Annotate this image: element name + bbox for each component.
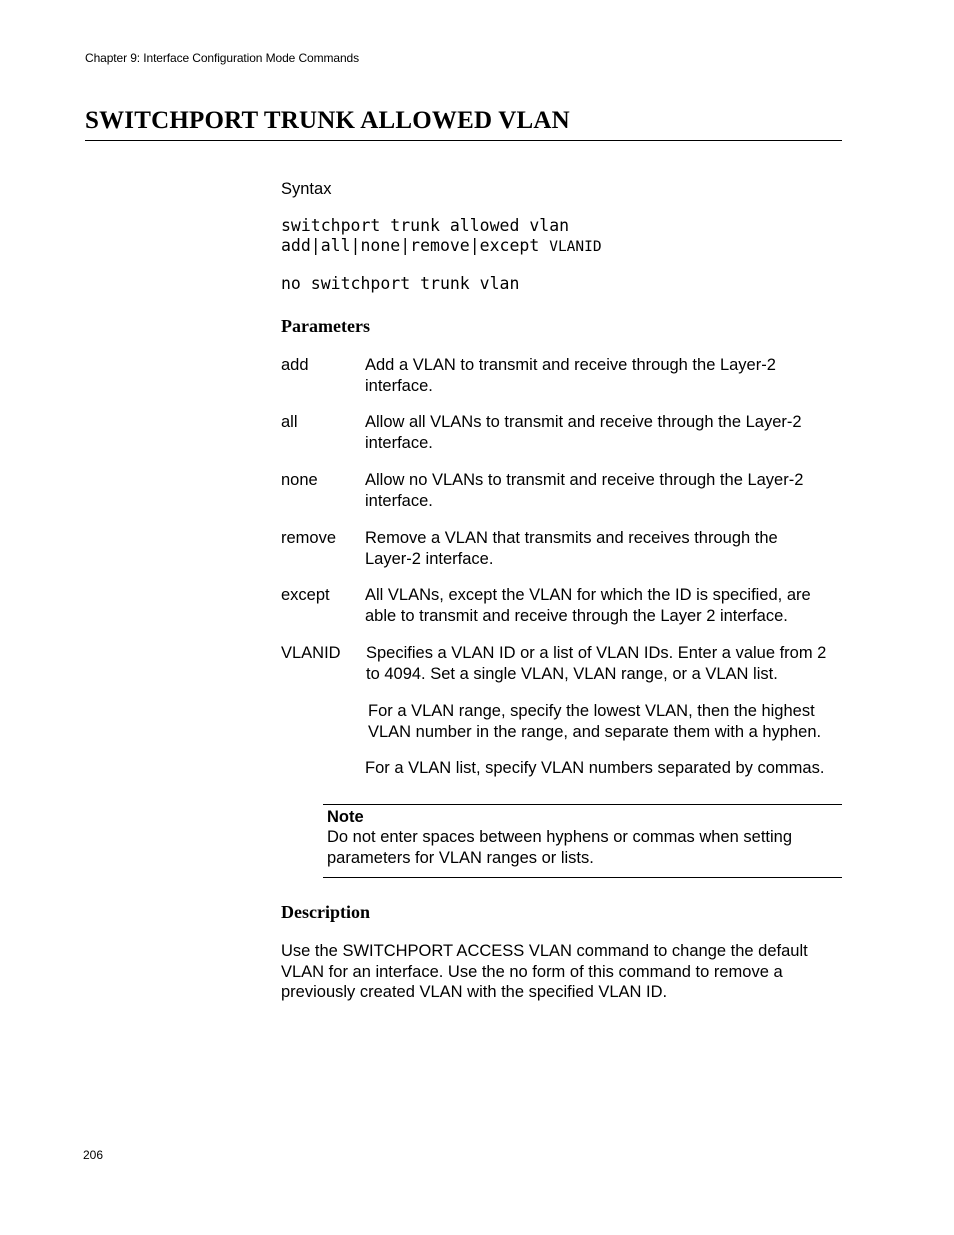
param-desc-remove [365, 528, 845, 569]
param-name-except: except [281, 586, 330, 604]
syntax-heading: Syntax [281, 180, 332, 198]
param-desc-line: Add a VLAN to transmit and receive through the Layer-2 [365, 356, 776, 374]
syntax-options: add|all|none|remove|except [281, 236, 540, 255]
param-desc-none [365, 470, 845, 511]
note-text [327, 827, 842, 868]
param-desc-line: able to transmit and receive through the Layer 2 interface. [365, 606, 788, 625]
page-number: 206 [83, 1148, 104, 1162]
description-line: Use the SWITCHPORT ACCESS VLAN command to change the default [281, 942, 808, 960]
param-desc-except [365, 585, 845, 626]
param-desc-vlanid [366, 643, 846, 684]
param-desc-vlanid-list: For a VLAN list, specify VLAN numbers separated by commas. [365, 759, 825, 777]
note-label: Note [327, 808, 364, 826]
param-desc-add [365, 355, 845, 396]
description-line: VLAN for an interface. Use the no form of this command to remove a [281, 962, 783, 981]
title-rule [85, 140, 842, 141]
param-desc-line: VLAN number in the range, and separate them with a hyphen. [368, 722, 822, 741]
param-desc-line: interface. [365, 376, 433, 395]
running-header: Chapter 9: Interface Configuration Mode Commands [85, 51, 360, 65]
parameters-heading: Parameters [281, 316, 370, 336]
param-desc-line: Allow no VLANs to transmit and receive through the Layer-2 [365, 471, 804, 489]
param-desc-line: Layer-2 interface. [365, 549, 494, 568]
param-desc-line: Allow all VLANs to transmit and receive through the Layer-2 [365, 413, 802, 431]
param-desc-line: Remove a VLAN that transmits and receives through the [365, 529, 778, 547]
syntax-argument: VLANID [549, 239, 602, 255]
note-top-rule [323, 804, 842, 805]
note-line: Do not enter spaces between hyphens or commas when setting [327, 828, 793, 846]
description-text [281, 941, 846, 1003]
param-desc-line: All VLANs, except the VLAN for which the ID is specified, are [365, 586, 811, 604]
param-desc-vlanid-range [368, 701, 848, 742]
param-desc-line: to 4094. Set a single VLAN, VLAN range, or a VLAN list. [366, 664, 778, 683]
syntax-command-line1: switchport trunk allowed vlan [281, 216, 570, 235]
note-line: parameters for VLAN ranges or lists. [327, 848, 594, 867]
param-name-all: all [281, 413, 298, 431]
param-name-add: add [281, 356, 309, 374]
description-line: previously created VLAN with the specified VLAN ID. [281, 983, 668, 1001]
param-name-vlanid: VLANID [281, 644, 341, 662]
param-desc-line: interface. [365, 491, 433, 510]
param-desc-line: For a VLAN range, specify the lowest VLAN, then the highest [368, 702, 815, 720]
param-desc-line: Specifies a VLAN ID or a list of VLAN IDs. Enter a value from 2 [366, 644, 827, 662]
syntax-command-line2 [281, 236, 602, 257]
page-title: SWITCHPORT TRUNK ALLOWED VLAN [85, 107, 570, 134]
param-desc-all [365, 412, 845, 453]
param-desc-line: interface. [365, 433, 433, 452]
note-bottom-rule [323, 877, 842, 878]
description-heading: Description [281, 902, 370, 922]
param-name-none: none [281, 471, 318, 489]
syntax-no-form: no switchport trunk vlan [281, 274, 520, 293]
param-name-remove: remove [281, 529, 337, 547]
